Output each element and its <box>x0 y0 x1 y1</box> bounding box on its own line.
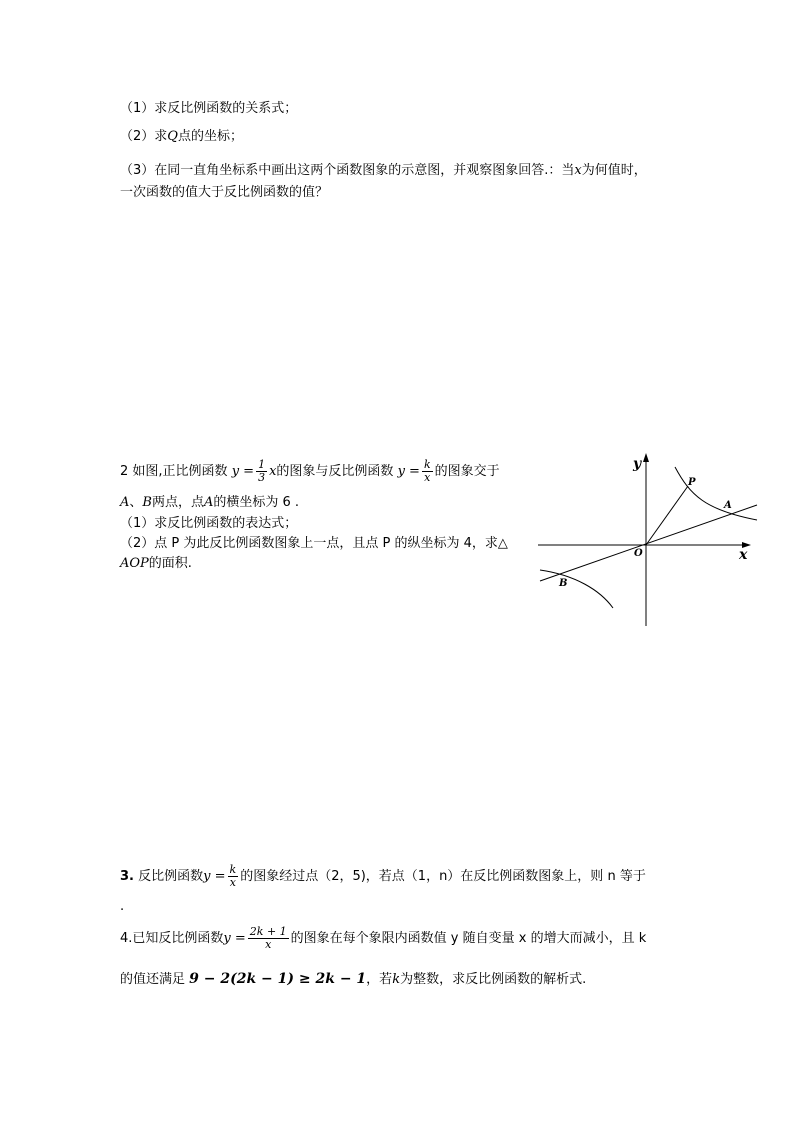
problem4-line2-mid: ，若 <box>366 972 393 987</box>
problem3-number: 3. <box>120 869 134 884</box>
label-x: x <box>739 547 748 563</box>
y-axis-arrow <box>643 453 649 462</box>
hyperbola-branch-1 <box>675 467 757 520</box>
problem4-eq-num: 2k + 1 <box>249 925 287 938</box>
problem2-eq1-lhs: y = <box>231 464 255 479</box>
problem3-dot-text: . <box>120 899 125 914</box>
problem3-pre: 反比例函数 <box>138 869 204 884</box>
problem3-line <box>120 862 646 892</box>
label-O: O <box>634 548 643 559</box>
problem3-dot <box>120 898 124 916</box>
problem3-eq-fraction <box>228 864 239 889</box>
problem2-eq1-fraction <box>256 459 267 484</box>
problem2-line2-text: 两点，点 <box>151 495 204 510</box>
problem4-line2-pre: 的值还满足 <box>120 972 186 987</box>
label-B: B <box>559 578 568 589</box>
problem2-intro-line <box>120 458 500 486</box>
problem2-eq2-den: x <box>424 471 431 484</box>
problem1-part3-line1 <box>120 162 647 180</box>
problem2-part1 <box>120 515 297 533</box>
hyperbola-branch-2 <box>540 570 613 608</box>
problem4-eq-den: x <box>265 938 272 951</box>
problem2-line2-end: 的横坐标为 6 . <box>213 495 300 510</box>
function-graph-figure <box>535 450 760 630</box>
problem4-line2 <box>120 970 586 989</box>
problem2-eq2-num: k <box>423 458 431 471</box>
problem4-inequality: 9 − 2(2k − 1) ≥ 2k − 1 <box>189 971 367 987</box>
label-A: A <box>724 500 732 511</box>
problem4-eq-fraction <box>248 926 289 951</box>
problem4-line2-var: k <box>392 972 401 987</box>
problem2-part2-text: （2）点 P 为此反比例函数图象上一点，且点 P 的纵坐标为 4，求△ <box>120 536 508 551</box>
problem2-tail: 的图象交于 <box>434 464 500 479</box>
problem2-eq2-lhs: y = <box>397 464 420 479</box>
problem2-eq2-fraction <box>422 459 433 484</box>
problem1-part3-line2 <box>120 184 328 202</box>
problem2-eq1-den: 3 <box>258 471 266 484</box>
problem2-mid: 的图象与反比例函数 <box>276 464 394 479</box>
problem3-eq-lhs: y = <box>203 869 226 884</box>
problem2-line2-A2: A <box>203 495 214 510</box>
problem1-part1 <box>120 100 297 118</box>
problem2-part2-line2 <box>120 555 192 573</box>
proportional-line <box>540 505 757 581</box>
label-P: P <box>688 477 696 488</box>
problem1-part3-pre: （3）在同一直角坐标系中画出这两个函数图象的示意图，并观察图象回答.：当 <box>120 163 575 178</box>
problem2-eq1-num: 1 <box>258 458 266 471</box>
problem3-eq-num: k <box>229 863 237 876</box>
problem3-eq-den: x <box>229 876 236 889</box>
problem2-part2 <box>120 535 508 553</box>
problem1-part2-post: 点的坐标； <box>177 129 243 144</box>
problem1-part3-var: x <box>574 163 582 178</box>
label-y: y <box>633 456 642 472</box>
problem2-line2 <box>120 494 299 512</box>
problem2-part2-line2-text: 的面积. <box>148 556 192 571</box>
problem4-post: 的图象在每个象限内函数值 y 随自变量 x 的增大而减小，且 k <box>290 931 647 946</box>
problem2-line2-B: B <box>142 495 152 510</box>
problem1-part3-post: 为何值时， <box>581 163 647 178</box>
problem4-pre: 4.已知反比例函数 <box>120 931 224 946</box>
problem2-part1-text: （1）求反比例函数的表达式； <box>120 516 298 531</box>
problem1-part1-text: （1）求反比例函数的关系式； <box>120 101 298 116</box>
problem4-line1 <box>120 922 646 956</box>
problem3-post: 的图象经过点（2，5)，若点（1，n）在反比例函数图象上，则 n 等于 <box>240 869 646 884</box>
problem2-intro: 2 如图,正比例函数 <box>120 464 228 479</box>
problem2-line2-sep: 、 <box>129 495 143 510</box>
problem1-part2-pre: （2）求 <box>120 129 168 144</box>
problem1-part2 <box>120 128 243 146</box>
problem4-line2-post: 为整数，求反比例函数的解析式. <box>400 972 587 987</box>
problem1-part3-line2-text: 一次函数的值大于反比例函数的值？ <box>120 185 329 200</box>
problem1-part2-var: Q <box>167 129 178 144</box>
problem2-line2-A: A <box>120 495 130 510</box>
problem4-eq-lhs: y = <box>223 931 246 946</box>
problem2-part2-var: AOP <box>120 556 149 571</box>
problem2-eq1-var: x <box>269 464 277 479</box>
